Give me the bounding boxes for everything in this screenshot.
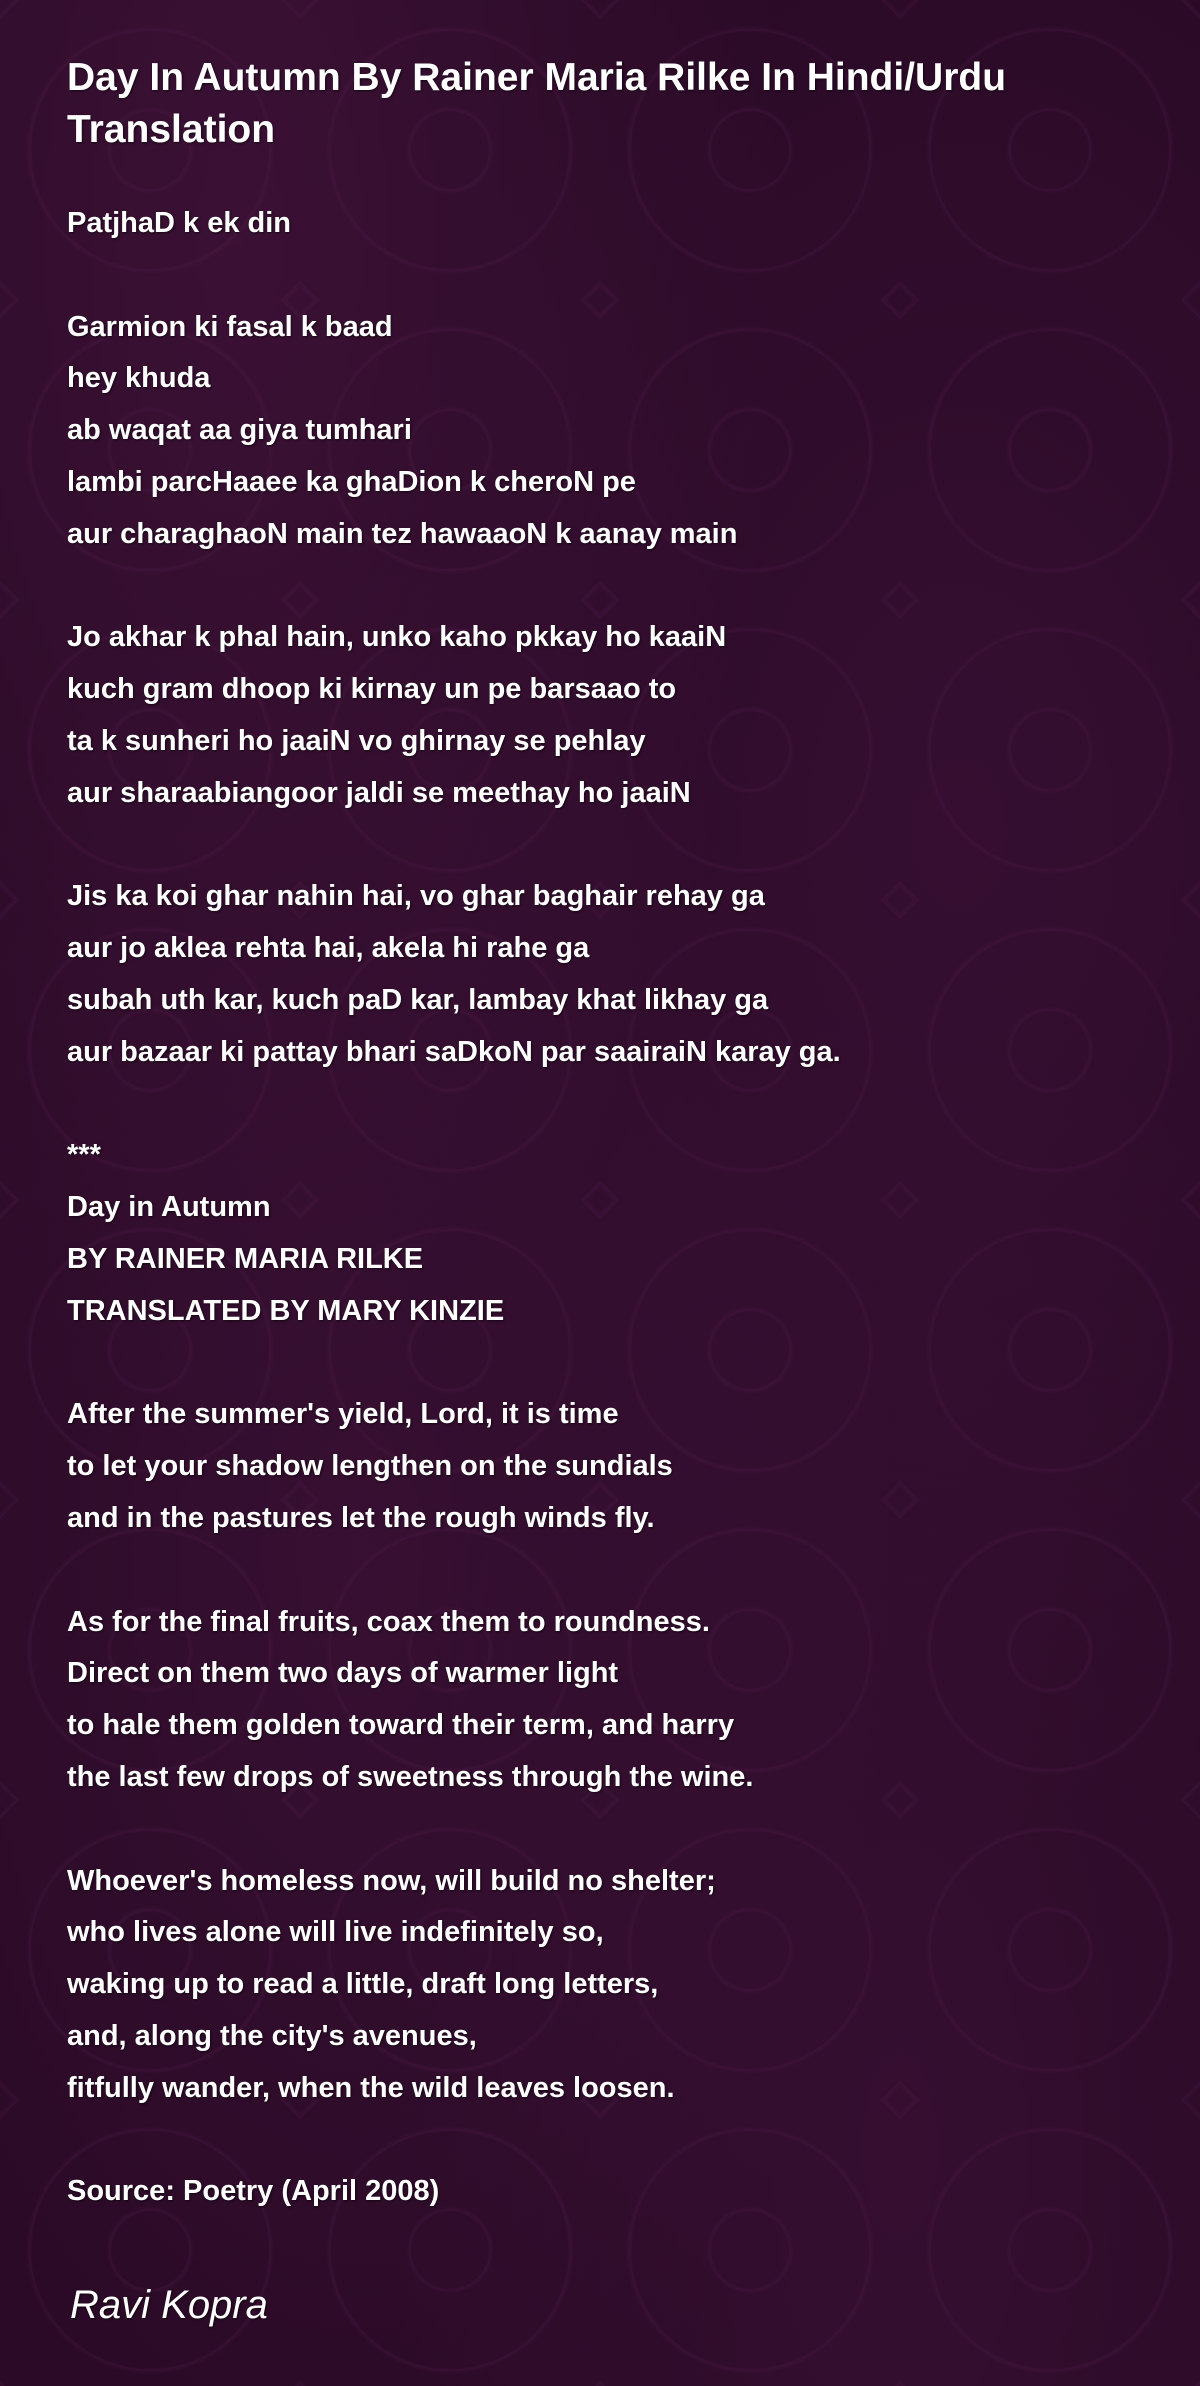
poem-title: Day In Autumn By Rainer Maria Rilke In Hindi/Urdu Translation: [67, 56, 1007, 151]
poem-line: fitfully wander, when the wild leaves loosen.: [67, 2071, 675, 2104]
poem-line: kuch gram dhoop ki kirnay un pe barsaao to: [67, 673, 677, 706]
stanza-break: [67, 820, 1147, 872]
poem-line: waking up to read a little, draft long letters,: [67, 1968, 659, 2001]
poem-body: [67, 198, 1147, 2218]
poem-line: aur charaghaoN main tez hawaaoN k aanay main: [67, 517, 738, 550]
poem-line: lambi parcHaaee ka ghaDion k cheroN pe: [67, 465, 636, 498]
stanza-break: [67, 2114, 1147, 2166]
stanza-break: [67, 1338, 1147, 1390]
poem-line: and, along the city's avenues,: [67, 2019, 477, 2052]
poem-line: PatjhaD k ek din: [67, 207, 292, 239]
poem-author: Ravi Kopra: [70, 2283, 268, 2327]
poem-line: Garmion ki fasal k baad: [67, 310, 393, 343]
stanza-break: [67, 1804, 1147, 1856]
poem-line: After the summer's yield, Lord, it is time: [67, 1398, 619, 1431]
poem-line: the last few drops of sweetness through the wine.: [67, 1760, 754, 1793]
poem-line: TRANSLATED BY MARY KINZIE: [67, 1294, 505, 1327]
poem-line: hey khuda: [67, 362, 211, 395]
poem-line: ***: [67, 1139, 101, 1172]
stanza-break: [67, 561, 1147, 613]
poem-line: As for the final fruits, coax them to roundness.: [67, 1605, 710, 1638]
poem-card: [67, 52, 1147, 2218]
poem-line: aur sharaabiangoor jaldi se meethay ho jaaiN: [67, 776, 691, 809]
poem-line: BY RAINER MARIA RILKE: [67, 1242, 424, 1275]
stanza-break: [67, 1079, 1147, 1131]
stanza-break: [67, 250, 1147, 302]
poem-line: subah uth kar, kuch paD kar, lambay khat likhay ga: [67, 983, 769, 1016]
poem-line: Day in Autumn: [67, 1191, 271, 1224]
poem-line: Direct on them two days of warmer light: [67, 1657, 619, 1690]
stanza-break: [67, 1545, 1147, 1597]
poem-line: aur bazaar ki pattay bhari saDkoN par saairaiN karay ga.: [67, 1035, 841, 1068]
poem-line: ab waqat aa giya tumhari: [67, 414, 412, 447]
poem-line: Jis ka koi ghar nahin hai, vo ghar baghair rehay ga: [67, 880, 765, 913]
poem-line: ta k sunheri ho jaaiN vo ghirnay se pehlay: [67, 724, 646, 757]
poem-line: Whoever's homeless now, will build no shelter;: [67, 1864, 716, 1897]
poem-line: aur jo aklea rehta hai, akela hi rahe ga: [67, 932, 590, 965]
poem-line: Source: Poetry (April 2008): [67, 2175, 440, 2208]
poem-line: and in the pastures let the rough winds fly.: [67, 1501, 655, 1534]
poem-line: who lives alone will live indefinitely so,: [67, 1916, 604, 1949]
poem-line: to hale them golden toward their term, and harry: [67, 1709, 735, 1742]
poem-line: to let your shadow lengthen on the sundials: [67, 1450, 673, 1483]
poem-line: Jo akhar k phal hain, unko kaho pkkay ho kaaiN: [67, 621, 727, 654]
